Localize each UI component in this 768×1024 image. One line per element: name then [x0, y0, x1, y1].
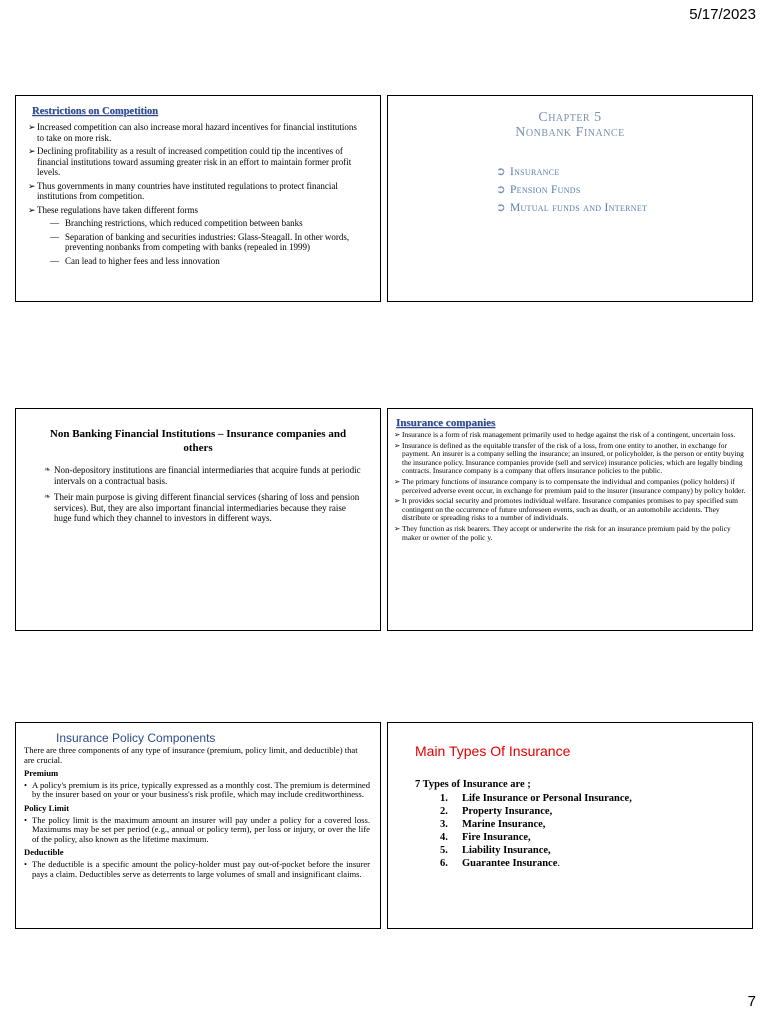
- section-heading-policy-limit: Policy Limit: [24, 802, 70, 813]
- slide-title: Insurance Policy Components: [56, 731, 216, 745]
- circled-arrow-icon: ➲: [496, 202, 506, 214]
- list-item: • A policy's premium is its price, typically expressed as a monthly cost. The premium is determined by the insurer based on your or your business's risk profile, which may include creditworthiness.: [24, 779, 370, 800]
- arrow-bullet-icon: ➢: [394, 476, 401, 486]
- list-item: ❧ Their main purpose is giving different financial services (sharing of loss and pension services). But, they are also important financial intermediaries because they raise huge fund which they channel to investors in different ways.: [44, 492, 360, 523]
- list-item: 3. Marine Insurance,: [440, 819, 546, 830]
- arrow-bullet-icon: ➢: [28, 180, 36, 191]
- slide-title: Restrictions on Competition: [32, 106, 158, 117]
- trailing-period: .: [557, 858, 560, 869]
- intro-text: There are three components of any type of insurance (premium, policy limit, and deductible) that are crucial.: [24, 745, 358, 765]
- chapter-number: Chapter 5: [538, 110, 602, 125]
- list-item: • The policy limit is the maximum amount an insurer will pay under a policy for a covered loss. Maximums may be set per period (e.g., annual or policy term), per loss or injury, or over the life of the policy, also known as the lifetime maximum.: [24, 814, 370, 844]
- slide-restrictions-on-competition: [15, 95, 381, 302]
- arrow-bullet-icon: ➢: [394, 496, 401, 506]
- list-item: ➢ Increased competition can also increase moral hazard incentives for financial institutions to take on more risk.: [28, 122, 357, 143]
- slide-body: [24, 746, 370, 883]
- page-date: 5/17/2023: [689, 6, 756, 23]
- circled-arrow-icon: ➲: [496, 184, 506, 196]
- bullet-list: [28, 122, 366, 269]
- list-item: ➢ They function as risk bearers. They accept or underwrite the risk for an insurance premium paid by the policy maker or owner of the polic y.: [394, 523, 731, 542]
- sub-bullet-list: [37, 218, 366, 266]
- list-item: ➢ These regulations have taken different forms — Branching restrictions, which reduced competition between banks — Separation of banking and securities industries: Glass-Steagall. In other words, preventing nonbanks from competing with banks (repealed in 1999) — Can lead to higher fees and less innovation: [28, 205, 366, 267]
- list-item: 5. Liability Insurance,: [440, 845, 551, 856]
- slide-chapter-5: [387, 95, 753, 302]
- section-heading-premium: Premium: [24, 768, 59, 779]
- list-item: 2. Property Insurance,: [440, 806, 553, 817]
- slide-insurance-companies: [387, 408, 753, 631]
- slide-insurance-policy-components: [15, 722, 381, 929]
- list-item: ❧ Non-depository institutions are financial intermediaries that acquire funds at periodic intervals on a contractual basis.: [44, 465, 361, 486]
- slide-title: Insurance companies: [396, 417, 496, 429]
- chapter-heading: [388, 110, 752, 140]
- dash-bullet-icon: —: [50, 231, 59, 242]
- slide-non-banking-institutions: [15, 408, 381, 631]
- arrow-bullet-icon: ➢: [28, 146, 36, 156]
- dash-bullet-icon: —: [50, 255, 59, 266]
- bullet-list: [394, 431, 746, 544]
- arrow-bullet-icon: ➢: [394, 440, 401, 450]
- dash-bullet-icon: —: [50, 218, 59, 228]
- list-item: ➢ The primary functions of insurance company is to compensate the individual and companies (policy holders) if perceived adverse event occur, in exchange for premium paid to the insurer (insurance company) by policy holder.: [394, 476, 746, 495]
- intro-text: 7 Types of Insurance are ;: [415, 779, 531, 790]
- list-item: ➲ Mutual funds and Internet: [496, 202, 648, 214]
- slide-title: Non Banking Financial Institutions – Insurance companies and others: [49, 428, 347, 454]
- list-item: 6. Guarantee Insurance.: [440, 858, 560, 869]
- list-item: ➢ Declining profitability as a result of increased competition could tip the incentives of financial institutions toward assuming greater risk in an effort to maintain former profit levels.: [28, 146, 352, 177]
- arrow-bullet-icon: ➢: [28, 204, 36, 215]
- list-item: ➢ It provides social security and promotes individual welfare. Insurance companies promises to pay specified sum contingent on the occurrence of future unforeseen events, such as death, or an automobile accidents. They distribute or spreading risks to a number of individuals.: [394, 496, 738, 523]
- floral-bullet-icon: ❧: [44, 465, 51, 474]
- numbered-list: [440, 793, 632, 871]
- list-item: • The deductible is a specific amount the policy-holder must pay out-of-pocket before the insurer pays a claim. Deductibles serve as deterrents to large volumes of small and insignificant claims.: [24, 858, 370, 879]
- slide-main-types-of-insurance: [387, 722, 753, 929]
- sub-list-item: — Branching restrictions, which reduced competition between banks: [50, 218, 303, 228]
- arrow-bullet-icon: ➢: [28, 122, 36, 132]
- bullet-icon: •: [24, 858, 28, 869]
- page-number: 7: [747, 993, 756, 1010]
- circled-arrow-icon: ➲: [496, 166, 506, 178]
- bullet-icon: •: [24, 814, 28, 825]
- arrow-bullet-icon: ➢: [394, 430, 401, 439]
- floral-bullet-icon: ❧: [44, 492, 51, 501]
- list-item: 1. Life Insurance or Personal Insurance,: [440, 793, 632, 804]
- list-item: ➢ Thus governments in many countries have instituted regulations to protect financial institutions from competition.: [28, 180, 338, 201]
- list-item: 4. Fire Insurance,: [440, 832, 531, 843]
- arrow-bullet-icon: ➢: [394, 523, 401, 533]
- chapter-subtitle: Nonbank Finance: [515, 125, 625, 140]
- list-item: ➲ Insurance: [496, 166, 560, 178]
- list-item: ➢ Insurance is a form of risk management primarily used to hedge against the risk of a contingent, uncertain loss.: [394, 430, 736, 439]
- slide-title: Main Types Of Insurance: [415, 743, 571, 759]
- bullet-icon: •: [24, 779, 28, 790]
- sub-list-item: — Separation of banking and securities industries: Glass-Steagall. In other words, preventing nonbanks from competing with banks (repealed in 1999): [50, 231, 350, 252]
- topic-list: [496, 164, 647, 218]
- bullet-list: [46, 465, 362, 530]
- sub-list-item: — Can lead to higher fees and less innovation: [50, 255, 220, 266]
- section-heading-deductible: Deductible: [24, 847, 64, 858]
- list-item: ➲ Pension Funds: [496, 184, 581, 196]
- list-item: ➢ Insurance is defined as the equitable transfer of the risk of a loss, from one entity to another, in exchange for payment. An insurer is a company selling the insurance; an insured, or policyholder, is the person or entity buying the insurance policy. Insurance companies provide (sell and service) insurance policies, which are legally binding contracts. Insurance company is a company that offers insurance policies to the public.: [394, 440, 744, 476]
